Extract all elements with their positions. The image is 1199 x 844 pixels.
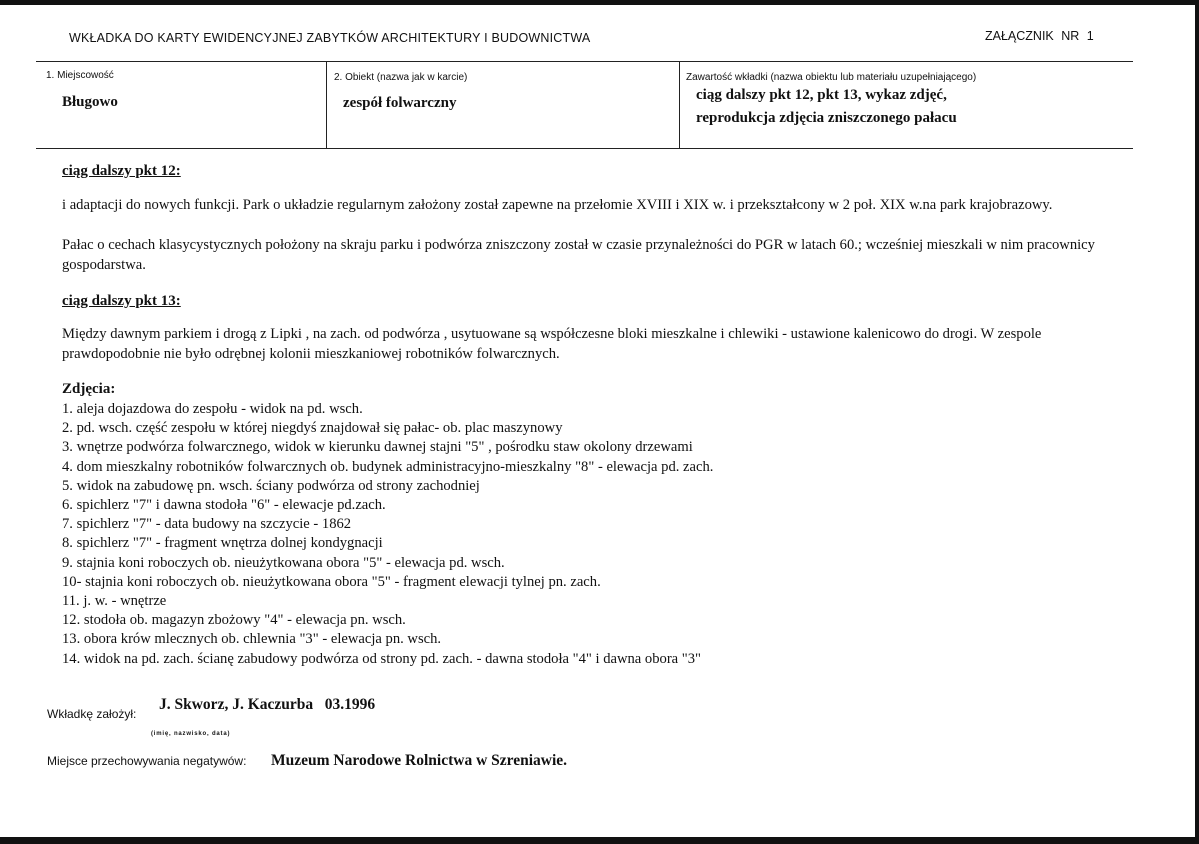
locality-label: 1. Miejscowość [46, 70, 114, 81]
section-12-paragraph-2: Pałac o cechach klasycystycznych położony na skraju parku i podwórza zniszczony został w czasie przynależności do PGR w latach 60.; wcześniej mieszkali w nim pracownicy gospodarstwa. [62, 237, 1095, 273]
object-label: 2. Obiekt (nazwa jak w karcie) [334, 72, 468, 83]
list-item: 5. widok na zabudowę pn. wsch. ściany podwórza od strony zachodniej [62, 477, 480, 494]
list-item: 14. widok na pd. zach. ścianę zabudowy podwórza od strony pd. zach. - dawna stodoła "4" i dawna obora "3" [62, 650, 702, 667]
prepared-by-hint: (imię, nazwisko, data) [151, 731, 231, 737]
list-item: 6. spichlerz "7" i dawna stodoła "6" - elewacje pd.zach. [62, 497, 386, 514]
photos-list [62, 400, 713, 669]
fields-top-rule [36, 61, 1133, 62]
photos-heading: Zdjęcia: [62, 381, 116, 397]
list-item: 2. pd. wsch. część zespołu w której niegdyś znajdował się pałac- ob. plac maszynowy [62, 420, 563, 437]
form-title: WKŁADKA DO KARTY EWIDENCYJNEJ ZABYTKÓW ARCHITEKTURY I BUDOWNICTWA [69, 31, 591, 45]
fields-divider-2 [679, 61, 680, 149]
list-item: 13. obora krów mlecznych ob. chlewnia "3" - elewacja pn. wsch. [62, 631, 442, 648]
scan-border-right [1195, 0, 1199, 844]
list-item: 11. j. w. - wnętrze [62, 593, 167, 610]
contents-label: Zawartość wkładki (nazwa obiektu lub materiału uzupełniającego) [686, 72, 977, 83]
section-12-heading: ciąg dalszy pkt 12: [62, 163, 181, 179]
prepared-by-value: J. Skworz, J. Kaczurba 03.1996 [159, 696, 376, 713]
prepared-by-label: Wkładkę założył: [47, 707, 137, 721]
list-item: 4. dom mieszkalny robotników folwarcznych ob. budynek administracyjno-mieszkalny "8" - elewacja pd. zach. [62, 458, 714, 475]
list-item: 1. aleja dojazdowa do zespołu - widok na pd. wsch. [62, 401, 363, 417]
fields-divider-1 [326, 61, 327, 149]
list-item: 3. wnętrze podwórza folwarcznego, widok w kierunku dawnej stajni "5" , pośrodku staw okolony drzewami [62, 439, 693, 456]
scan-border-bottom [0, 837, 1199, 844]
negatives-storage-value: Muzeum Narodowe Rolnictwa w Szreniawie. [271, 752, 568, 769]
section-13-heading: ciąg dalszy pkt 13: [62, 293, 181, 309]
negatives-storage-label: Miejsce przechowywania negatywów: [47, 754, 247, 768]
section-13-paragraph: Między dawnym parkiem i drogą z Lipki , na zach. od podwórza , usytuowane są współczesne bloki mieszkalne i chlewiki - ustawione kalenicowo do drogi. W zespole prawdopodobnie nie było odrębnej kolonii mieszkaniowej robotników folwarcznych. [62, 326, 1042, 362]
list-item: 9. stajnia koni roboczych ob. nieużytkowana obora "5" - elewacja pd. wsch. [62, 554, 505, 571]
fields-bottom-rule [36, 148, 1133, 149]
list-item: 10- stajnia koni roboczych ob. nieużytkowana obora "5" - fragment elewacji tylnej pn. zach. [62, 573, 601, 590]
list-item: 7. spichlerz "7" - data budowy na szczycie - 1862 [62, 516, 352, 533]
list-item: 12. stodoła ob. magazyn zbożowy "4" - elewacja pn. wsch. [62, 612, 406, 629]
contents-value-line1: ciąg dalszy pkt 12, pkt 13, wykaz zdjęć, [696, 87, 947, 103]
section-12-paragraph-1: i adaptacji do nowych funkcji. Park o układzie regularnym założony został zapewne na przełomie XVIII i XIX w. i przekształcony w 2 poł. XIX w.na park krajobrazowy. [62, 197, 1053, 213]
locality-value: Bługowo [62, 94, 118, 110]
object-value: zespół folwarczny [343, 95, 457, 111]
annex-number: ZAŁĄCZNIK NR 1 [985, 29, 1094, 43]
contents-value-line2: reprodukcja zdjęcia zniszczonego pałacu [696, 110, 957, 126]
scan-border-top [0, 0, 1199, 5]
list-item: 8. spichlerz "7" - fragment wnętrza dolnej kondygnacji [62, 535, 383, 552]
